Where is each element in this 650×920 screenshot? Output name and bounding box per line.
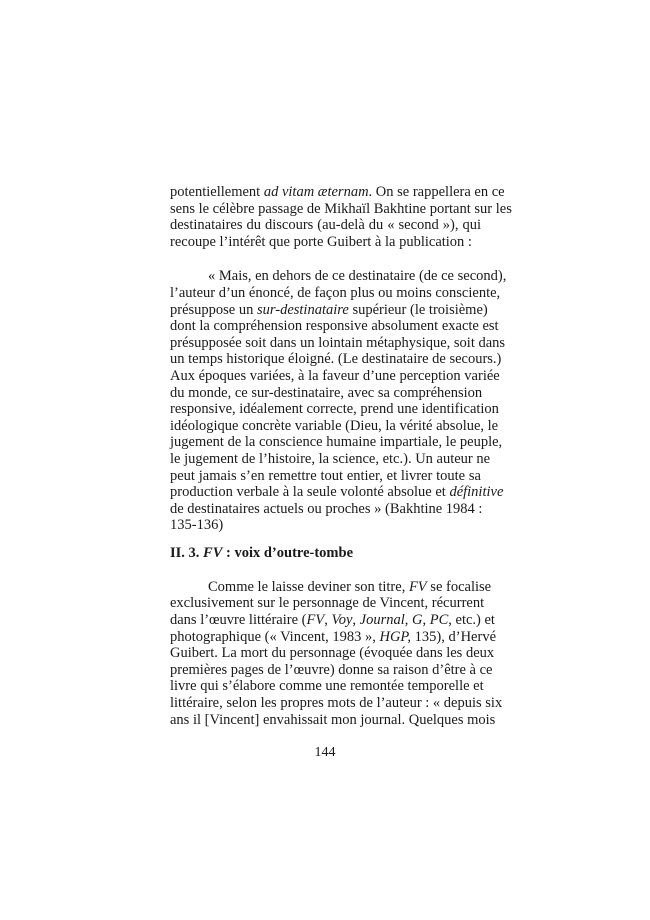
text-line	[170, 434, 503, 451]
text-segment: dans l’œuvre littéraire (	[170, 612, 307, 629]
text-segment: le jugement de l’histoire, la science, etc.). Un auteur ne	[170, 450, 491, 467]
text-line	[170, 268, 507, 285]
text-line	[170, 517, 481, 534]
text-segment: un temps historique éloigné. (Le destinataire de secours.)	[170, 351, 502, 368]
text-segment: ,	[404, 612, 412, 629]
text-line	[170, 578, 492, 596]
text-line	[170, 318, 499, 335]
text-line	[170, 334, 506, 352]
text-segment: peut jamais s’en remettre tout entier, et livrer toute sa	[170, 467, 481, 484]
text-segment: littéraire, selon les propres mots de l’auteur : « depuis six	[170, 695, 503, 712]
text-line	[170, 645, 495, 662]
text-segment: présupposée soit dans un lointain métaphysique, soit dans	[170, 334, 506, 351]
text-line	[170, 695, 503, 712]
italic-text: FV	[408, 578, 427, 595]
text-line	[170, 184, 505, 201]
text-line	[170, 450, 491, 468]
italic-text: G	[412, 612, 423, 629]
text-line	[170, 711, 496, 729]
text-line	[170, 234, 481, 251]
italic-text: PC	[429, 612, 449, 629]
text-line	[170, 678, 484, 695]
text-segment: l’auteur d’un énoncé, de façon plus ou moins consciente,	[170, 284, 501, 301]
italic-text: ad vitam æternam	[263, 184, 369, 200]
text-segment: II. 3.	[170, 544, 204, 561]
text-segment: recoupe l’intérêt que porte Guibert à la publication :	[170, 233, 472, 250]
text-segment: « Mais, en dehors de ce destinataire (de ce second),	[208, 268, 507, 285]
text-segment: ,	[352, 612, 360, 629]
text-segment: du monde, ce sur-destinataire, avec sa compréhension	[170, 384, 483, 401]
body-text-top	[170, 184, 512, 534]
text-segment: ans il [Vincent] envahissait mon journal. Quelques mois	[170, 711, 496, 728]
text-segment: se focalise	[426, 578, 492, 595]
text-segment: 135), d’Hervé	[411, 628, 497, 645]
italic-text: Voy	[331, 612, 353, 629]
text-segment: Guibert. La mort du personnage (évoquée dans les deux	[170, 645, 495, 662]
text-segment: jugement de la conscience humaine impartiale, le peuple,	[170, 434, 503, 451]
text-segment: : voix d’outre-tombe	[222, 544, 354, 561]
text-line	[170, 385, 481, 402]
text-line	[170, 661, 493, 679]
italic-text: Journal	[359, 612, 405, 629]
text-line	[170, 217, 481, 234]
italic-text: FV	[306, 612, 325, 629]
body-text-bottom	[170, 578, 503, 728]
paragraph	[170, 184, 512, 250]
text-segment: de destinataires actuels ou proches » (Bakhtine 1984 :	[170, 500, 483, 517]
text-line	[170, 628, 497, 646]
text-segment: idéologique concrète variable (Dieu, la vérité absolue, le	[170, 417, 499, 434]
text-line	[170, 301, 488, 319]
italic-text: FV	[203, 544, 223, 561]
text-segment: production verbale à la seule volonté absolue et	[170, 484, 450, 501]
text-segment: , etc.) et	[448, 612, 495, 629]
text-segment: potentiellement	[170, 184, 264, 200]
text-segment: livre qui s’élabore comme une remontée temporelle et	[170, 678, 484, 695]
text-segment: exclusivement sur le personnage de Vincent, récurrent	[170, 595, 485, 612]
text-segment: Comme le laisse deviner son titre,	[208, 578, 409, 595]
text-segment: ,	[324, 612, 332, 629]
page-number: 144	[314, 745, 336, 760]
text-segment: supérieur (le troisième)	[348, 301, 488, 318]
italic-text: HGP,	[379, 628, 412, 645]
text-line	[170, 484, 504, 501]
text-line	[170, 595, 485, 612]
text-segment: sens le célèbre passage de Mikhaïl Bakhtine portant sur les	[170, 200, 512, 217]
paragraph	[170, 578, 503, 728]
text-segment: Aux époques variées, à la faveur d’une perception variée	[170, 367, 500, 384]
text-line	[170, 284, 501, 302]
block-quote	[170, 268, 507, 534]
italic-text: définitive	[449, 484, 504, 501]
text-segment: responsive, idéalement correcte, prend une identification	[170, 401, 499, 418]
text-line	[170, 612, 495, 629]
text-segment: photographique (« Vincent, 1983 »,	[170, 628, 380, 645]
text-segment: présuppose un	[170, 301, 257, 318]
text-segment: ,	[422, 612, 430, 629]
text-segment: dont la compréhension responsive absolument exacte est	[170, 318, 499, 335]
text-line	[170, 200, 512, 218]
text-line	[170, 417, 499, 435]
page-body	[170, 184, 512, 746]
italic-text: sur-destinataire	[257, 301, 349, 318]
text-line	[170, 501, 481, 518]
section-heading	[170, 544, 481, 563]
text-segment: destinataires du discours (au-delà du « second »), qui	[170, 217, 481, 234]
text-line	[170, 401, 499, 418]
text-segment: 135-136)	[170, 517, 224, 534]
text-segment: . On se rappellera en ce	[368, 184, 505, 200]
text-line	[170, 468, 481, 485]
text-segment: premières pages de l’œuvre) donne sa raison d’être à ce	[170, 661, 493, 678]
text-line	[170, 351, 502, 368]
text-line	[170, 367, 500, 385]
